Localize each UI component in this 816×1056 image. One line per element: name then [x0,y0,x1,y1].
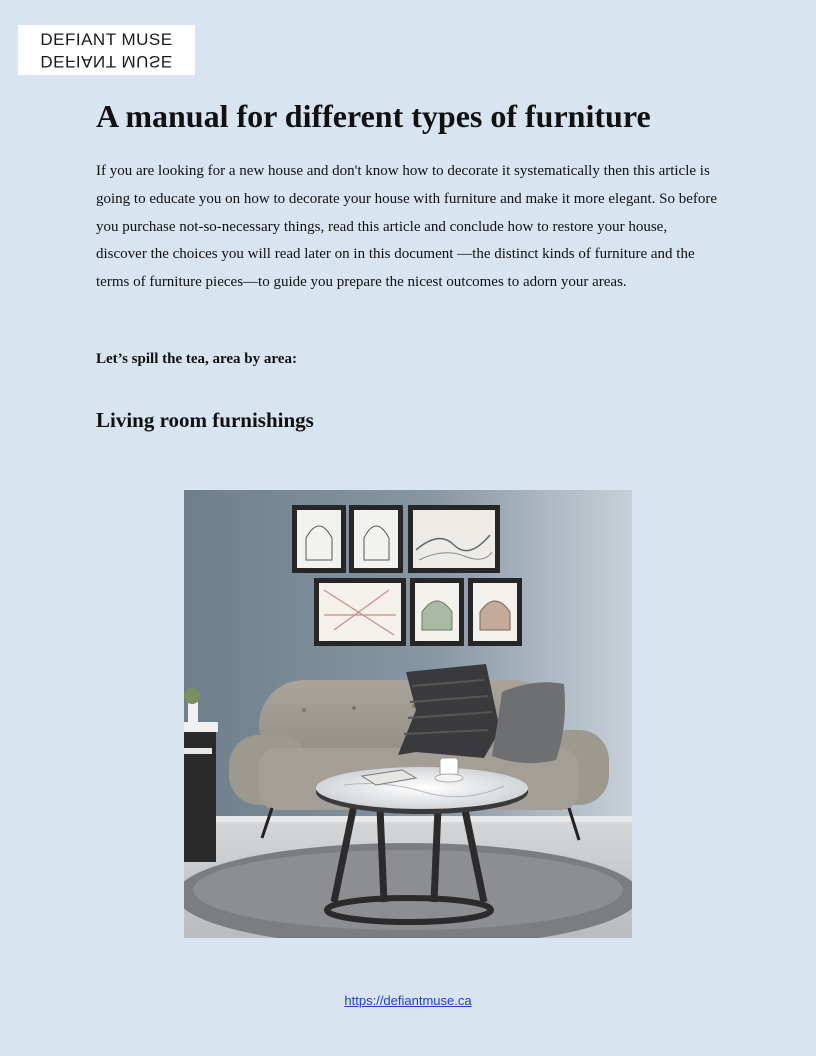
website-link[interactable]: https://defiantmuse.ca [344,993,472,1008]
logo-text: DEFIANT MUSE [40,30,173,49]
section-heading: Living room furnishings [96,408,314,432]
page-title: A manual for different types of furniture [96,98,651,134]
intro-paragraph: If you are looking for a new house and don't know how to decorate it systematically then this article is going to educate you on how to decorate your house with furniture and make it more elegant. So before you purchase not-so-necessary things, read this article and conclude how to restore your house, discover the choices you will read later on in this document —the distinct kinds of furniture and the terms of furniture pieces—to guide you prepare the nicest outcomes to adorn your areas. [96,163,718,291]
lead-text: Let’s spill the tea, area by area: [96,351,297,367]
logo-text-mirrored: DEFIANT MUSE [40,52,173,71]
living-room-photo [184,490,632,938]
footer [0,993,816,1008]
logo [18,25,195,75]
